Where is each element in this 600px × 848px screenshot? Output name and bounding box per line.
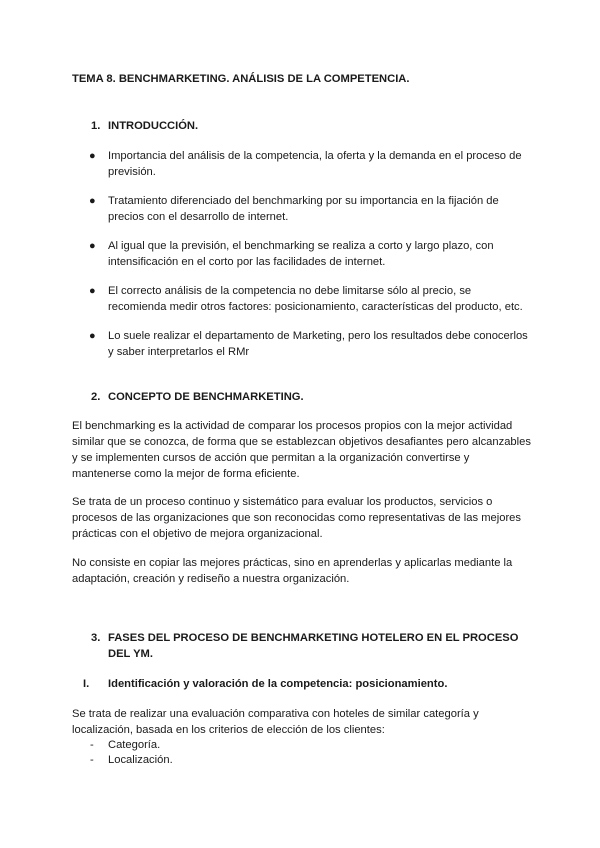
- subsection-heading: Identificación y valoración de la competencia: posicionamiento.: [108, 678, 448, 690]
- s2-p2-line1: Se trata de un proceso continuo y sistemático para evaluar los productos, servicios o: [72, 496, 493, 508]
- s2-p1-line2: similar que se conozca, de forma que se establezcan objetivos desafiantes pero alcanzables: [72, 436, 531, 448]
- bullet1-line1: Importancia del análisis de la competencia, la oferta y la demanda en el proceso de: [108, 150, 522, 162]
- s2-p2-line2: procesos de las organizaciones que son reconocidas como representativas de las mejores: [72, 512, 521, 524]
- s2-p2-line3: prácticas con el objetivo de mejora organizacional.: [72, 528, 323, 540]
- bullet-icon: ●: [89, 195, 96, 207]
- s3-p-line2: localización, basada en los criterios de elección de los clientes:: [72, 724, 385, 736]
- s2-p1-line1: El benchmarking es la actividad de comparar los procesos propios con la mejor actividad: [72, 420, 513, 432]
- section2-number: 2.: [91, 391, 101, 403]
- bullet2-line2: precios con el desarrollo de internet.: [108, 211, 289, 223]
- list-item-localizacion: Localización.: [108, 754, 173, 766]
- subsection-number: I.: [83, 678, 90, 690]
- bullet5-line2: y saber interpretarlos el RMr: [108, 346, 250, 358]
- bullet4-line2: recomienda medir otros factores: posicionamiento, características del producto, etc.: [108, 301, 523, 313]
- s2-p3-line2: adaptación, creación y rediseño a nuestra organización.: [72, 573, 350, 585]
- s2-p3-line1: No consiste en copiar las mejores prácticas, sino en aprenderlas y aplicarlas mediante la: [72, 557, 513, 569]
- bullet1-line2: previsión.: [108, 166, 156, 178]
- s2-p1-line3: y se implementen cursos de acción que permitan a la organización convertirse y: [72, 452, 470, 464]
- bullet-icon: ●: [89, 285, 96, 297]
- dash-marker: -: [90, 754, 94, 766]
- document-title: TEMA 8. BENCHMARKETING. ANÁLISIS DE LA COMPETENCIA.: [72, 73, 410, 85]
- section3-heading-line1: FASES DEL PROCESO DE BENCHMARKETING HOTELERO EN EL PROCESO: [108, 632, 519, 644]
- section3-heading-line2: DEL YM.: [108, 648, 153, 660]
- bullet4-line1: El correcto análisis de la competencia no debe limitarse sólo al precio, se: [108, 285, 472, 297]
- bullet3-line2: intensificación en el corto por las facilidades de internet.: [108, 256, 386, 268]
- s2-p1-line4: mantenerse como la mejor de forma eficiente.: [72, 468, 300, 480]
- dash-marker: -: [90, 739, 94, 751]
- bullet-icon: ●: [89, 150, 96, 162]
- bullet3-line1: Al igual que la previsión, el benchmarking se realiza a corto y largo plazo, con: [108, 240, 494, 252]
- bullet-icon: ●: [89, 330, 96, 342]
- section2-heading: CONCEPTO DE BENCHMARKETING.: [108, 391, 304, 403]
- bullet2-line1: Tratamiento diferenciado del benchmarking por su importancia en la fijación de: [108, 195, 499, 207]
- bullet5-line1: Lo suele realizar el departamento de Marketing, pero los resultados debe conocerlos: [108, 330, 528, 342]
- section1-heading: INTRODUCCIÓN.: [108, 120, 199, 132]
- bullet-icon: ●: [89, 240, 96, 252]
- list-item-categoria: Categoría.: [108, 739, 161, 751]
- section3-number: 3.: [91, 632, 101, 644]
- section1-number: 1.: [91, 120, 101, 132]
- s3-p-line1: Se trata de realizar una evaluación comparativa con hoteles de similar categoría y: [72, 708, 479, 720]
